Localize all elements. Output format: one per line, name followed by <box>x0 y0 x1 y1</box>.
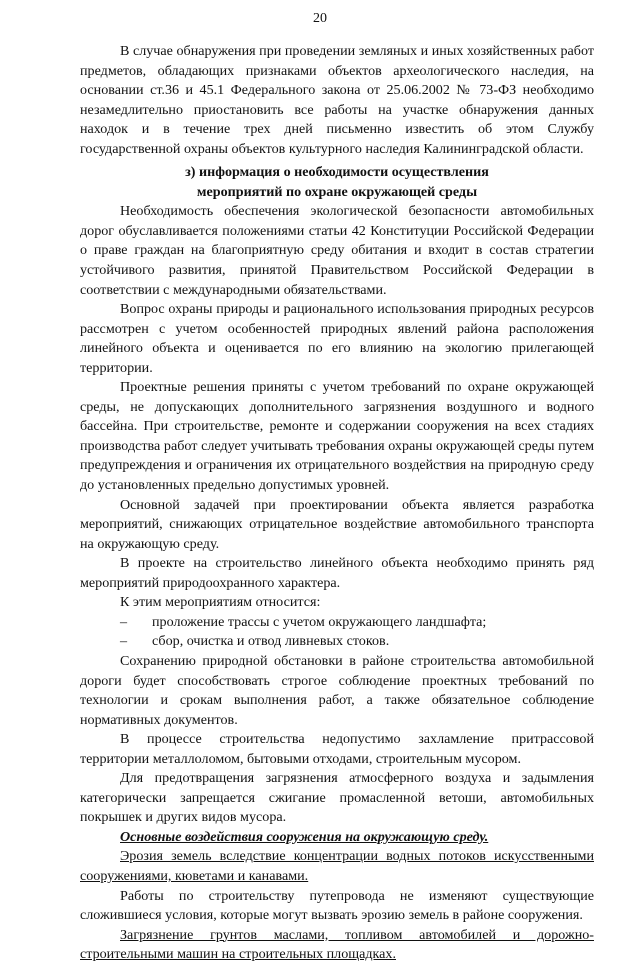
paragraph-measures-intro: К этим мероприятиям относится: <box>120 594 321 611</box>
paragraph-impacts-heading <box>80 828 594 848</box>
list-item <box>80 613 594 633</box>
section-heading-line2: мероприятий по охране окружающей среды <box>196 183 478 200</box>
paragraph-air-pollution: Для предотвращения загрязнения атмосферного воздуха и задымления категорически запрещается сжигание промасленной ветоши, автомобильных покрышек и других видов мусора. <box>80 770 594 826</box>
impacts-heading-text: Основные воздействия сооружения на окружающую среду. <box>120 828 489 845</box>
page-number: 20 <box>313 11 327 26</box>
section-heading-line1: з) информация о необходимости осуществления <box>185 164 489 181</box>
dash-bullet: – <box>120 613 128 630</box>
paragraph-erosion <box>80 847 594 886</box>
paragraph-soil-pollution <box>80 926 594 965</box>
list-item-text: проложение трассы с учетом окружающего ландшафта; <box>152 613 487 630</box>
paragraph-overpass: Работы по строительству путепровода не изменяют существующие сложившиеся условия, которые могут вызвать эрозию земель в районе сооружения. <box>80 887 594 924</box>
paragraph-ecology-necessity: Необходимость обеспечения экологической безопасности автомобильных дорог обуславливается положениями статьи 42 Конституции Российской Федерации о праве граждан на благоприятную среду обитания и входит в состав стратегии устойчивого развития, принятой Правительством Российской Федерации в соответствии с международными обязательствами. <box>80 203 594 298</box>
document-body <box>80 42 594 965</box>
list-item <box>80 632 594 652</box>
paragraph-litter: В процессе строительства недопустимо захламление притрассовой территории металлоломом, бытовыми отходами, строительным мусором. <box>80 731 594 767</box>
paragraph-archaeology: В случае обнаружения при проведении земляных и иных хозяйственных работ предметов, обладающих признаками объектов археологического наследия, на основании ст.36 и 45.1 Федерального закона от 25.06.2002 № 73-ФЗ необходимо незамедлительно приостановить все работы на участке обнаружения данных находок и в течение трех дней письменно известить об этом Службу государственной охраны объектов культурного наследия Калининградской области. <box>80 43 594 157</box>
paragraph-preservation: Сохранению природной обстановки в районе строительства автомобильной дороги будет способствовать строгое соблюдение проектных требований по технологии и срокам выполнения работ, а также обязательное соблюдение нормативных документов. <box>80 652 594 728</box>
paragraph-design-decisions: Проектные решения приняты с учетом требований по охране окружающей среды, не допускающих дополнительного загрязнения воздушного и водного бассейна. При строительстве, ремонте и содержании сооружения на всех стадиях производства работ следует учитывать требования охраны окружающей среды путем предупреждения и ограничения их отрицательного воздействия на природную среду до установленных предельно допустимых уровней. <box>80 379 594 494</box>
paragraph-project-measures: В проекте на строительство линейного объекта необходимо принять ряд мероприятий природоохранного характера. <box>80 555 594 591</box>
dash-bullet: – <box>120 633 128 650</box>
soil-pollution-text: Загрязнение грунтов маслами, топливом автомобилей и дорожно-строительными машин на строительных площадках. <box>80 926 594 963</box>
paragraph-nature-protection: Вопрос охраны природы и рационального использования природных ресурсов рассмотрен с учетом особенностей природных явлений района расположения линейного объекта и оценивается по его влиянию на экологию прилегающей территории. <box>80 301 594 376</box>
paragraph-main-task: Основной задачей при проектировании объекта является разработка мероприятий, снижающих отрицательное воздействие автомобильного транспорта на окружающую среду. <box>80 496 594 552</box>
list-item-text: сбор, очистка и отвод ливневых стоков. <box>152 633 390 650</box>
erosion-text: Эрозия земель вследствие концентрации водных потоков искусственными сооружениями, кюветами и канавами. <box>80 848 594 884</box>
